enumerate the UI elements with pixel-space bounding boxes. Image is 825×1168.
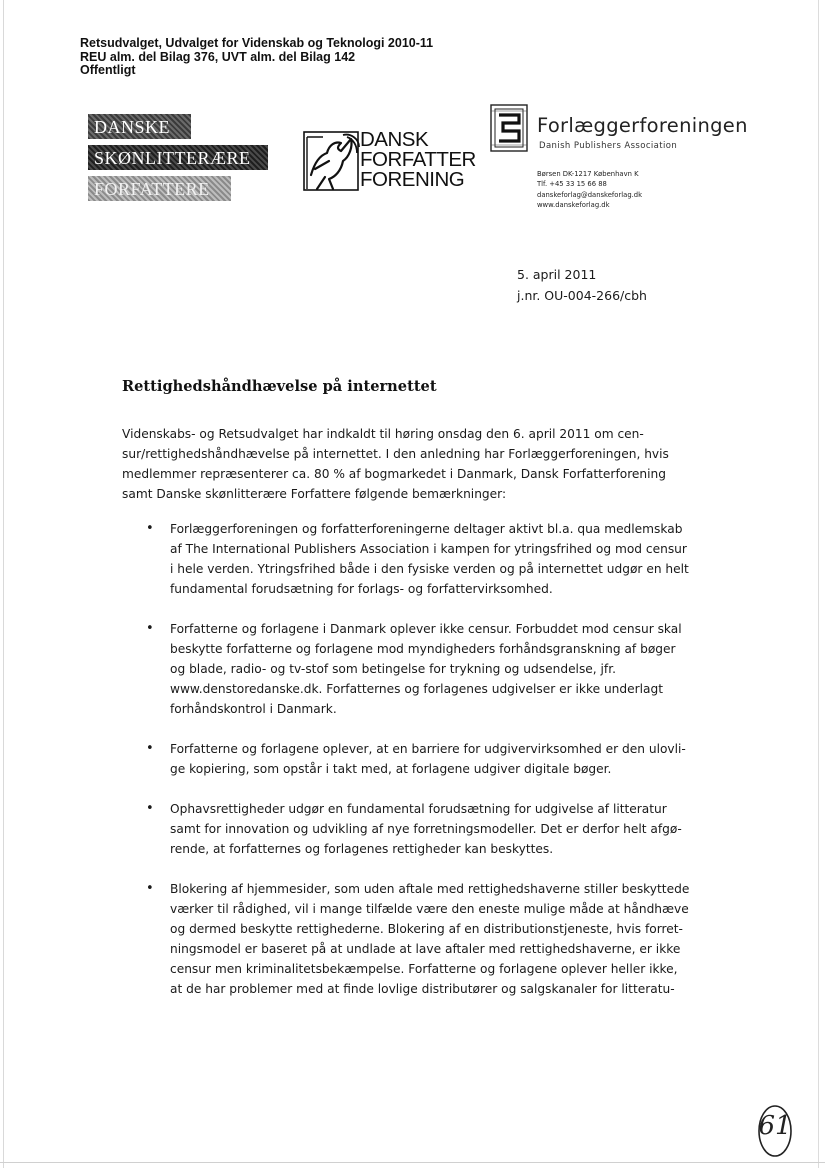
bullet-marker: •: [146, 741, 154, 756]
bullet-line: ningsmodel er baseret på at undlade at lave aftaler med rettighedshaverne, er ikke: [170, 942, 681, 956]
bullet-list: [146, 519, 690, 999]
bullet-line: værker til rådighed, vil i mange tilfælde være den eneste mulige måde at håndhæve: [170, 902, 689, 916]
archive-stamp: [80, 37, 433, 78]
bullet-line: og dermed beskytte rettighederne. Blokering af en distributionstjeneste, hvis forret-: [170, 922, 683, 936]
bullet-line: forhåndskontrol i Danmark.: [170, 702, 337, 716]
bullet-line: Forlæggerforeningen og forfatterforeningerne deltager aktivt bl.a. qua medlemskab: [170, 522, 683, 536]
bullet-line: fundamental forudsætning for forlags- og forfattervirksomhed.: [170, 582, 553, 596]
bullet-marker: •: [146, 521, 154, 536]
danske-skonlitteraere-forfattere-logo: [88, 114, 273, 207]
dsf-logo-line-3: FORFATTERE: [88, 176, 231, 201]
publishers-emblem-icon: [489, 103, 529, 153]
bullet-marker: •: [146, 801, 154, 816]
bullet-item-kopiering: [146, 739, 686, 779]
page-number-text: 61: [758, 1111, 792, 1141]
stamp-line-committee: Retsudvalget, Udvalget for Videnskab og Teknologi 2010-11: [80, 36, 434, 50]
sender-contact-block: [537, 169, 642, 210]
bullet-line: ge kopiering, som opstår i takt med, at forlagene udgiver digitale bøger.: [170, 762, 612, 776]
bullet-line: Ophavsrettigheder udgør en fundamental forudsætning for udgivelse af litteratur: [170, 802, 667, 816]
bullet-line: af The International Publishers Association i kampen for ytringsfrihed og mod censur: [170, 542, 687, 556]
document-title: Rettighedshåndhævelse på internettet: [122, 378, 437, 395]
intro-line: medlemmer repræsenterer ca. 80 % af bogmarkedet i Danmark, Dansk Forfatterforening: [122, 467, 667, 481]
intro-line: Videnskabs- og Retsudvalget har indkaldt til høring onsdag den 6. april 2011 om cen-: [122, 427, 644, 441]
bullet-line: www.denstoredanske.dk. Forfatternes og forlagenes udgivelser er ikke underlagt: [170, 682, 664, 696]
forlaeggerforeningen-logo: [489, 103, 789, 157]
pegasus-icon: [303, 131, 361, 193]
bullet-marker: •: [146, 881, 154, 896]
bullet-item-censur: [146, 619, 686, 719]
stamp-line-status: Offentligt: [80, 63, 136, 77]
handwritten-page-number: [756, 1103, 794, 1159]
bullet-item-ophavsrettigheder: [146, 799, 686, 859]
sender-email: danskeforlag@danskeforlag.dk: [537, 190, 643, 199]
letter-date: 5. april 2011: [517, 267, 597, 282]
bullet-line: rende, at forfatternes og forlagenes rettigheder kan beskyttes.: [170, 842, 554, 856]
intro-paragraph: [122, 424, 669, 504]
intro-line: samt Danske skønlitterære Forfattere følgende bemærkninger:: [122, 487, 507, 501]
bullet-line: at de har problemer med at finde lovlige distributører og salgskanaler for litteratu-: [170, 982, 675, 996]
scan-edge-left: [3, 0, 4, 1168]
dff-logo-line-3: FORENING: [360, 168, 465, 191]
scan-edge-bottom: [0, 1162, 825, 1163]
dff-logo-line-2: FORFATTER: [360, 148, 476, 171]
bullet-line: samt for innovation og udvikling af nye forretningsmodeller. Det er derfor helt afgø-: [170, 822, 682, 836]
bullet-line: censur men kriminalitetsbekæmpelse. Forfatterne og forlagene oplever heller ikke,: [170, 962, 678, 976]
bullet-line: Forfatterne og forlagene i Danmark oplever ikke censur. Forbuddet mod censur skal: [170, 622, 682, 636]
dff-logo-line-1: DANSK: [360, 128, 429, 151]
bullet-line: beskytte forfatterne og forlagene mod myndigheders forhåndsgranskning af bøger: [170, 642, 676, 656]
ff-logo-name: Forlæggerforeningen: [537, 114, 748, 137]
stamp-line-bilag: REU alm. del Bilag 376, UVT alm. del Bilag 142: [80, 49, 356, 64]
journal-number: j.nr. OU-004-266/cbh: [517, 288, 647, 303]
sender-address: Børsen DK-1217 København K: [537, 170, 639, 178]
ff-logo-subtitle: Danish Publishers Association: [539, 141, 678, 151]
dsf-logo-line-2: SKØNLITTERÆRE: [88, 145, 268, 170]
bullet-item-blokering: [146, 879, 690, 999]
bullet-line: og blade, radio- og tv-stof som betingelse for trykning og udsendelse, jfr.: [170, 662, 616, 676]
intro-line: sur/rettighedshåndhævelse på internettet. I den anledning har Forlæggerforeningen, hvis: [122, 447, 669, 461]
sender-phone: Tlf. +45 33 15 66 88: [537, 180, 607, 189]
bullet-marker: •: [146, 621, 154, 636]
dansk-forfatterforening-logo: [303, 128, 476, 193]
scan-edge-right: [818, 0, 819, 1168]
bullet-item-ytringsfrihed: [146, 519, 689, 599]
date-reference-block: [517, 264, 647, 306]
bullet-line: Blokering af hjemmesider, som uden aftale med rettighedshaverne stiller beskyttede: [170, 882, 690, 896]
bullet-line: i hele verden. Ytringsfrihed både i den fysiske verden og på internettet udgør en helt: [170, 562, 689, 576]
bullet-line: Forfatterne og forlagene oplever, at en barriere for udgivervirksomhed er den ulovli-: [170, 742, 686, 756]
sender-website: www.danskeforlag.dk: [537, 200, 610, 209]
dsf-logo-line-1: DANSKE: [88, 114, 191, 139]
